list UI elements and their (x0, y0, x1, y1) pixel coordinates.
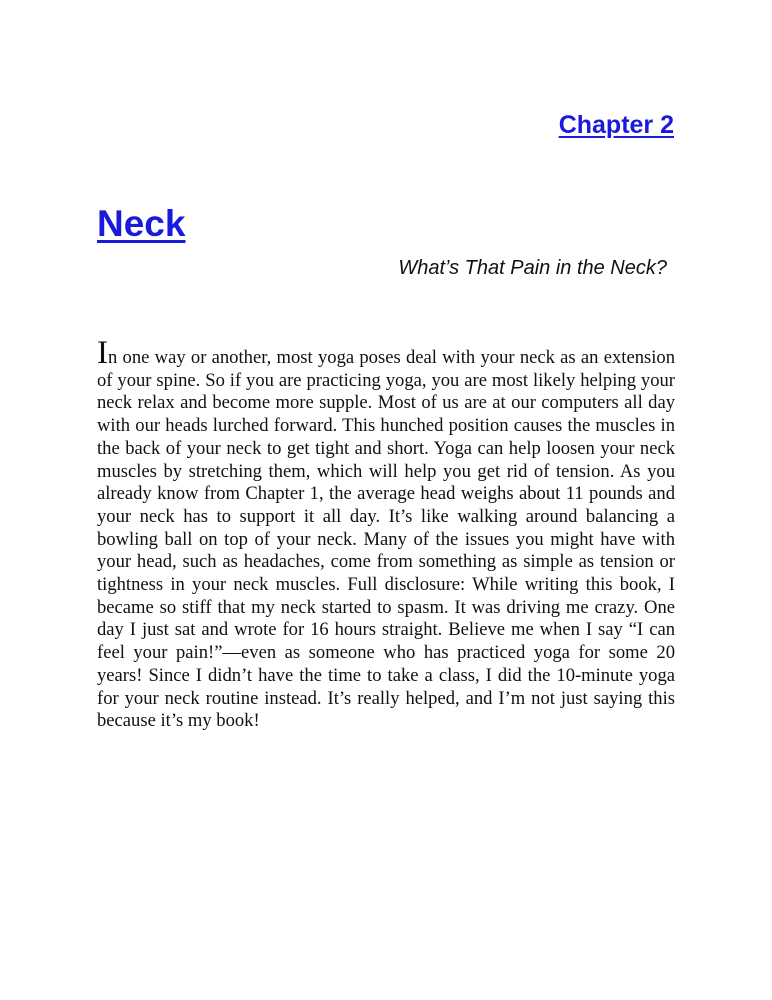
chapter-subtitle: What’s That Pain in the Neck? (398, 257, 667, 279)
drop-cap-letter: I (97, 335, 108, 371)
body-paragraph-text: n one way or another, most yoga poses deal with your neck as an extension of your spine. So if you are practicing yoga, you are most likely helping your neck relax and become more supple. Most of us are at our computers all day with our heads lurched forward. This hunched position causes the muscles in the back of your neck to get tight and short. Yoga can help loosen your neck muscles by stretching them, which will help you get rid of tension. As you already know from Chapter 1, the average head weighs about 11 pounds and your neck has to support it all day. It’s like walking around balancing a bowling ball on top of your neck. Many of the issues you might have with your head, such as headaches, come from something as simple as tension or tightness in your neck muscles. Full disclosure: While writing this book, I became so stiff that my neck started to spasm. It was driving me crazy. One day I just sat and wrote for 16 hours straight. Believe me when I say “I can feel your pain!”—even as someone who has practiced yoga for some 20 years! Since I didn’t have the time to take a class, I did the 10-minute yoga for your neck routine instead. It’s really helped, and I’m not just saying this because it’s my book! (97, 347, 675, 732)
body-paragraph (97, 335, 675, 733)
chapter-title[interactable]: Neck (97, 203, 186, 244)
chapter-number-heading[interactable]: Chapter 2 (558, 111, 674, 139)
